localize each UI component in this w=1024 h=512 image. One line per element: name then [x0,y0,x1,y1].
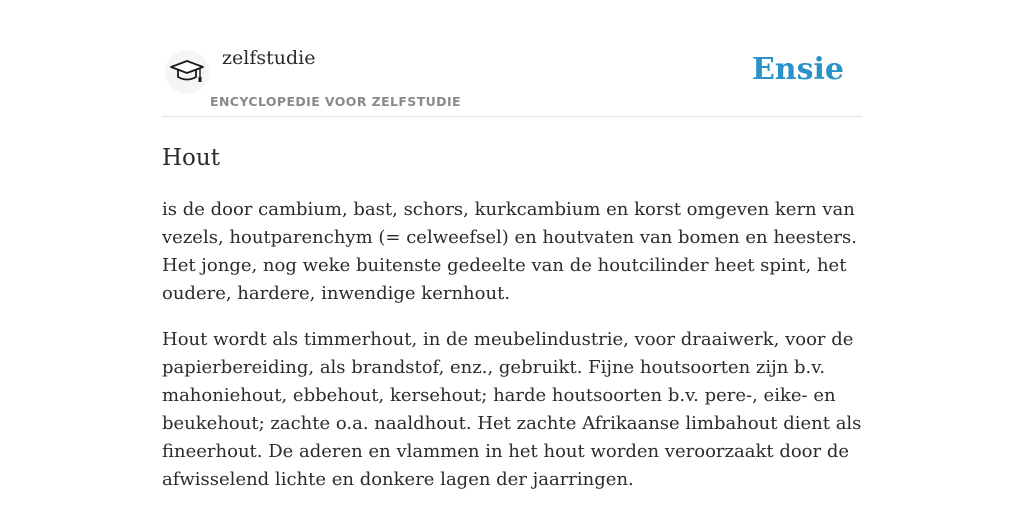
article-title: Hout [162,145,220,171]
ensie-logo-link[interactable]: Ensie [751,52,844,87]
graduation-cap-icon [169,58,205,86]
site-header [162,0,862,117]
tagline: ENCYCLOPEDIE VOOR ZELFSTUDIE [210,94,461,109]
page-container [162,0,862,494]
brand-name-link[interactable]: zelfstudie [222,47,316,69]
brand-logo[interactable] [165,50,209,94]
article-paragraph: is de door cambium, bast, schors, kurkcambium en korst omgeven kern van vezels, houtparenchym (= celweefsel) en houtvaten van bomen en heesters. Het jonge, nog weke buitenste gedeelte van de houtcilinder heet spint, het oudere, hardere, inwendige kernhout. [162,199,857,304]
article-paragraph: Hout wordt als timmerhout, in de meubelindustrie, voor draaiwerk, voor de papierbereiding, als brandstof, enz., gebruikt. Fijne houtsoorten zijn b.v. mahoniehout, ebbehout, kersehout; harde houtsoorten b.v. pere-, eike- en beukehout; zachte o.a. naaldhout. Het zachte Afrikaanse limbahout dient als fineerhout. De aderen en vlammen in het hout worden veroorzaakt door de afwisselend lichte en donkere lagen der jaarringen. [162,329,862,490]
